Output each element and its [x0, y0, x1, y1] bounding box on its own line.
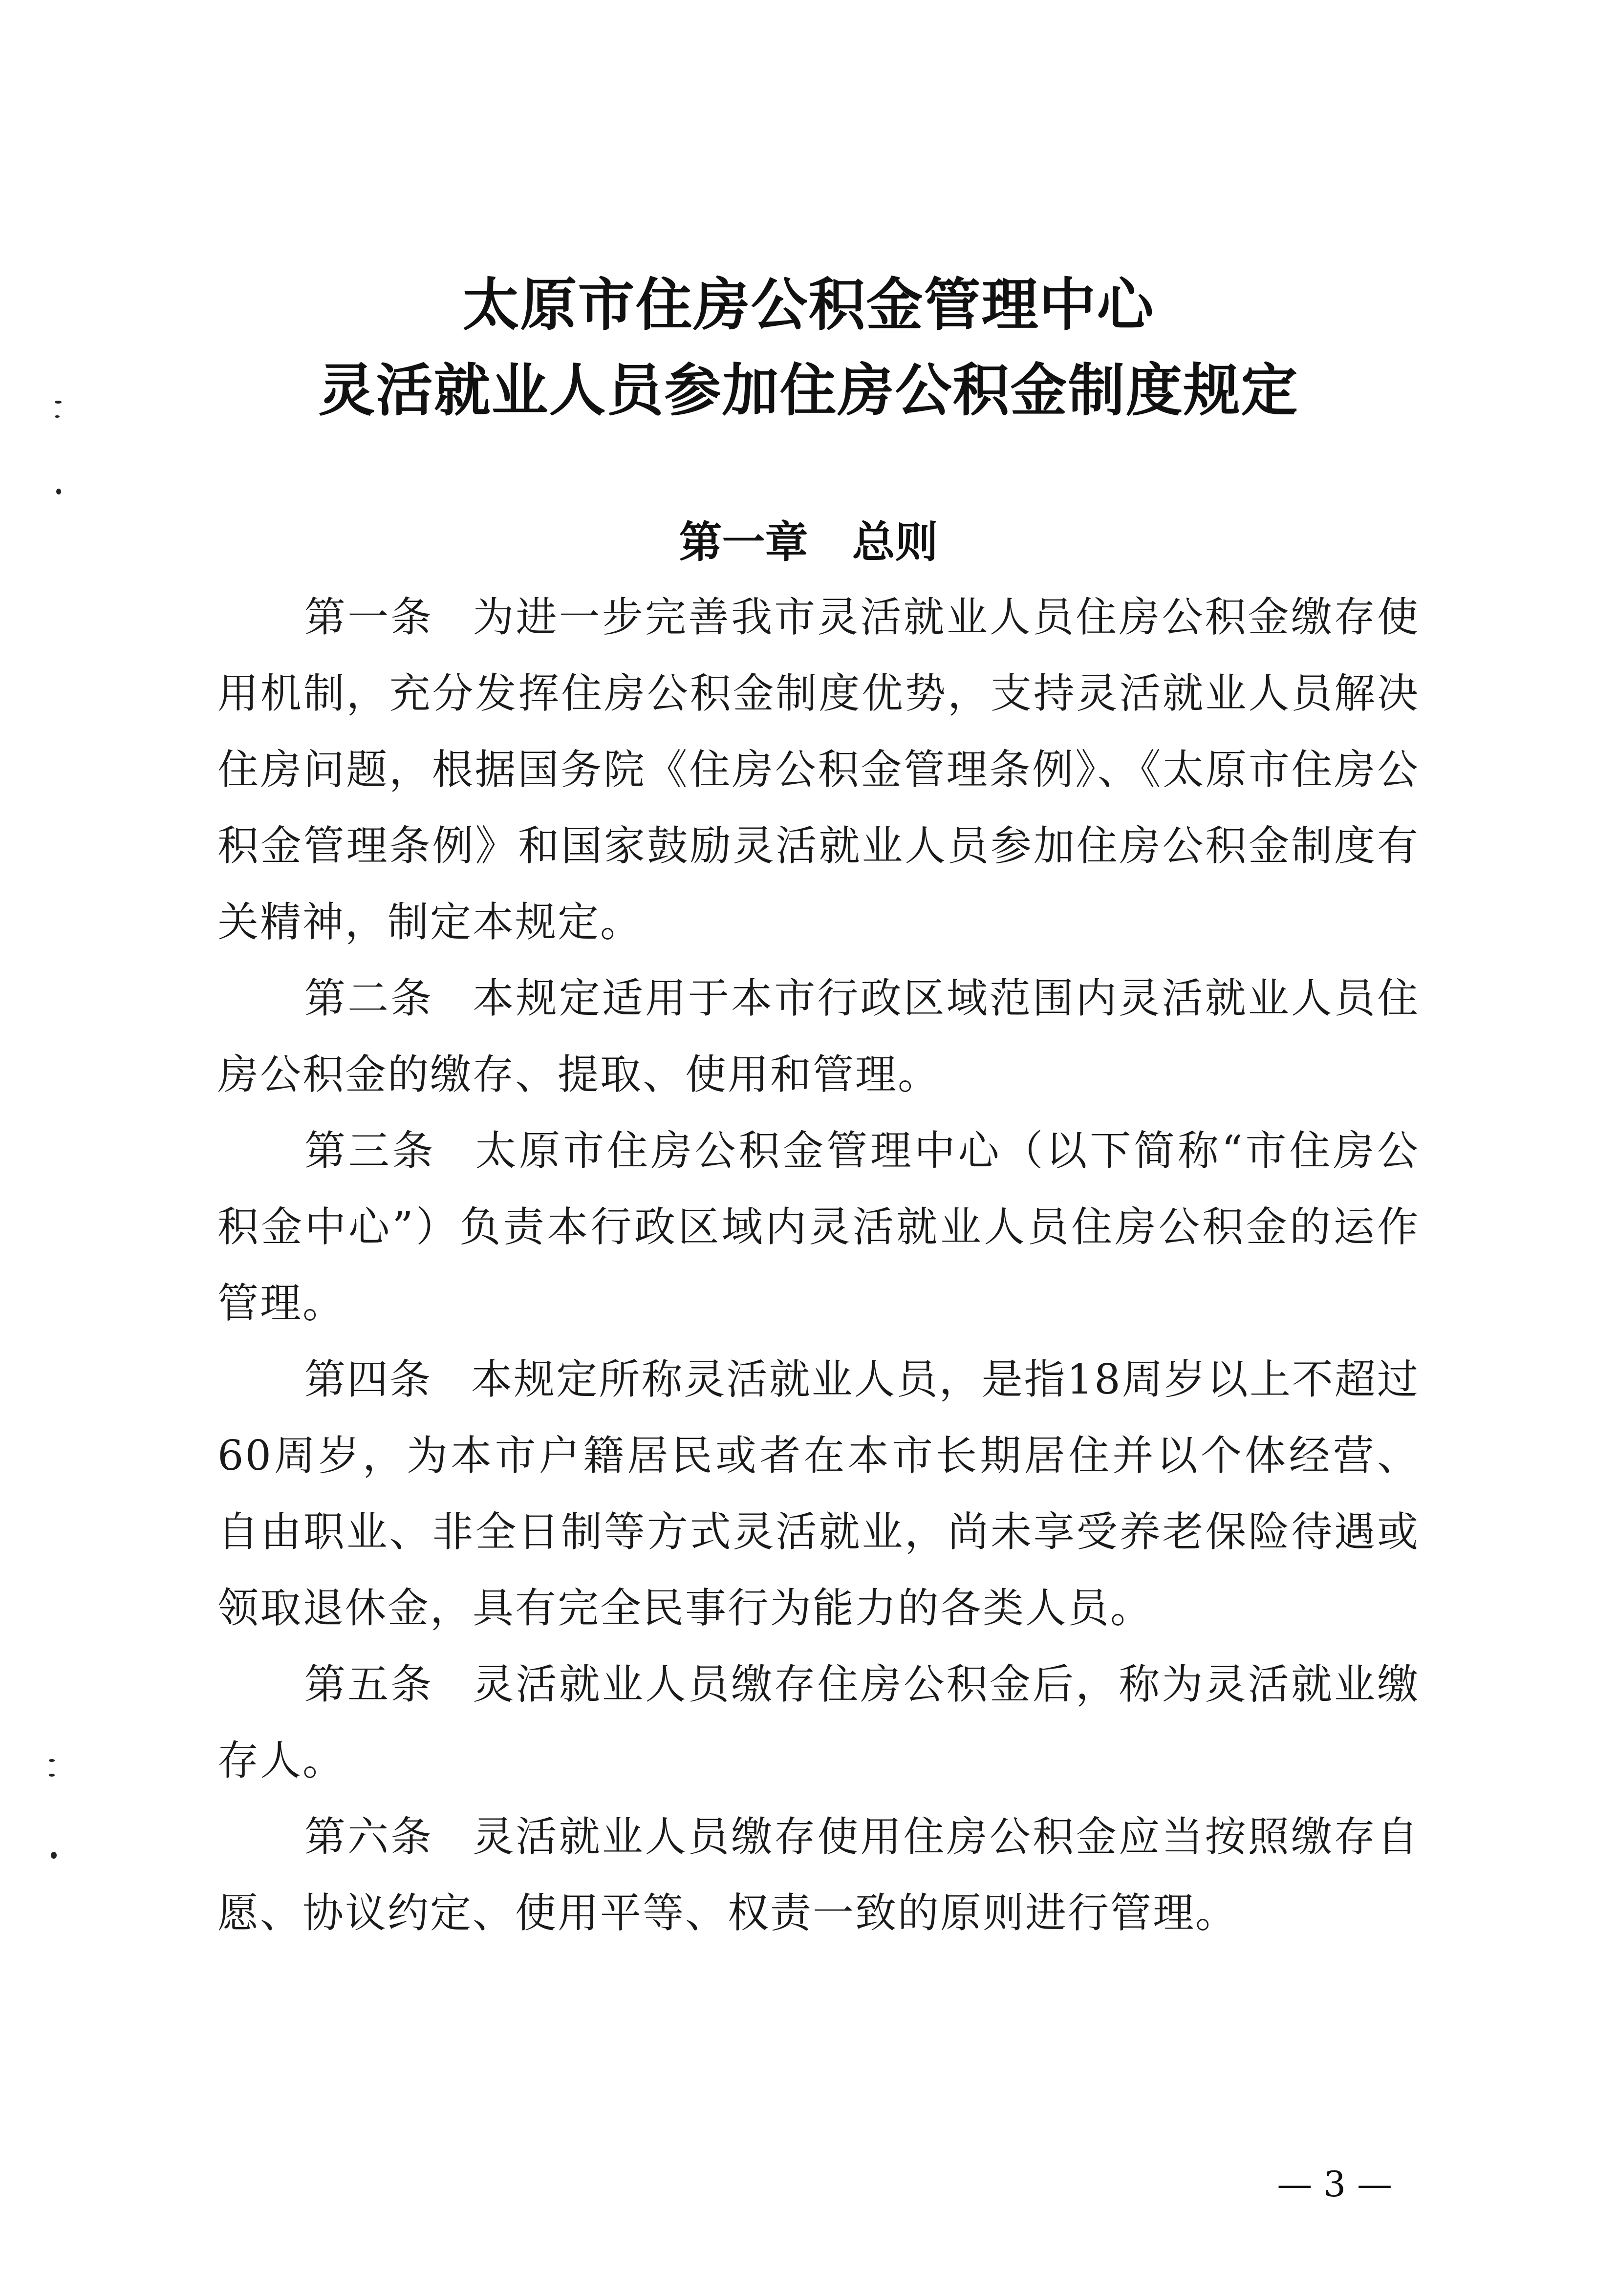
article-3	[217, 1113, 1420, 1341]
scan-speck	[56, 489, 61, 494]
scan-speck	[55, 415, 60, 418]
title-line-2: 灵活就业人员参加住房公积金制度规定	[318, 358, 1299, 424]
document-body	[217, 579, 1420, 1951]
scan-speck	[49, 1759, 55, 1762]
article-label: 第一条	[304, 593, 434, 641]
chapter-name: 总则	[852, 517, 938, 567]
article-label: 第三条	[304, 1127, 436, 1175]
article-5	[217, 1646, 1420, 1799]
article-label: 第六条	[304, 1813, 434, 1861]
article-text: 本规定所称灵活就业人员，是指18周岁以上不超过60周岁，为本市户籍居民或者在本市长期居住并以个体经营、自由职业、非全日制等方式灵活就业，尚未享受养老保险待遇或领取退休金，具有完全民事行为能力的各类人员。	[217, 1355, 1420, 1632]
article-label: 第五条	[304, 1660, 434, 1708]
page-number: — 3 —	[1277, 2164, 1392, 2205]
article-1	[217, 579, 1420, 960]
article-label: 第四条	[304, 1355, 432, 1403]
article-6	[217, 1799, 1420, 1951]
title-line-1: 太原市住房公积金管理中心	[462, 272, 1155, 338]
article-text: 灵活就业人员缴存住房公积金后，称为灵活就业缴存人。	[217, 1660, 1420, 1784]
scan-speck	[49, 1774, 55, 1777]
article-text: 太原市住房公积金管理中心（以下简称“市住房公积金中心”）负责本行政区域内灵活就业人员住房公积金的运作管理。	[217, 1127, 1420, 1327]
chapter-heading	[0, 508, 1617, 577]
article-4	[217, 1341, 1420, 1646]
scan-speck	[55, 401, 62, 404]
chapter-number: 第一章	[679, 517, 808, 567]
scan-speck	[51, 1852, 57, 1859]
article-text: 为进一步完善我市灵活就业人员住房公积金缴存使用机制，充分发挥住房公积金制度优势，支持灵活就业人员解决住房问题，根据国务院《住房公积金管理条例》、《太原市住房公积金管理条例》和国家鼓励灵活就业人员参加住房公积金制度有关精神，制定本规定。	[217, 593, 1420, 946]
article-label: 第二条	[304, 974, 434, 1022]
article-text: 本规定适用于本市行政区域范围内灵活就业人员住房公积金的缴存、提取、使用和管理。	[217, 974, 1420, 1098]
article-2	[217, 960, 1420, 1113]
article-text: 灵活就业人员缴存使用住房公积金应当按照缴存自愿、协议约定、使用平等、权责一致的原则进行管理。	[217, 1813, 1420, 1937]
